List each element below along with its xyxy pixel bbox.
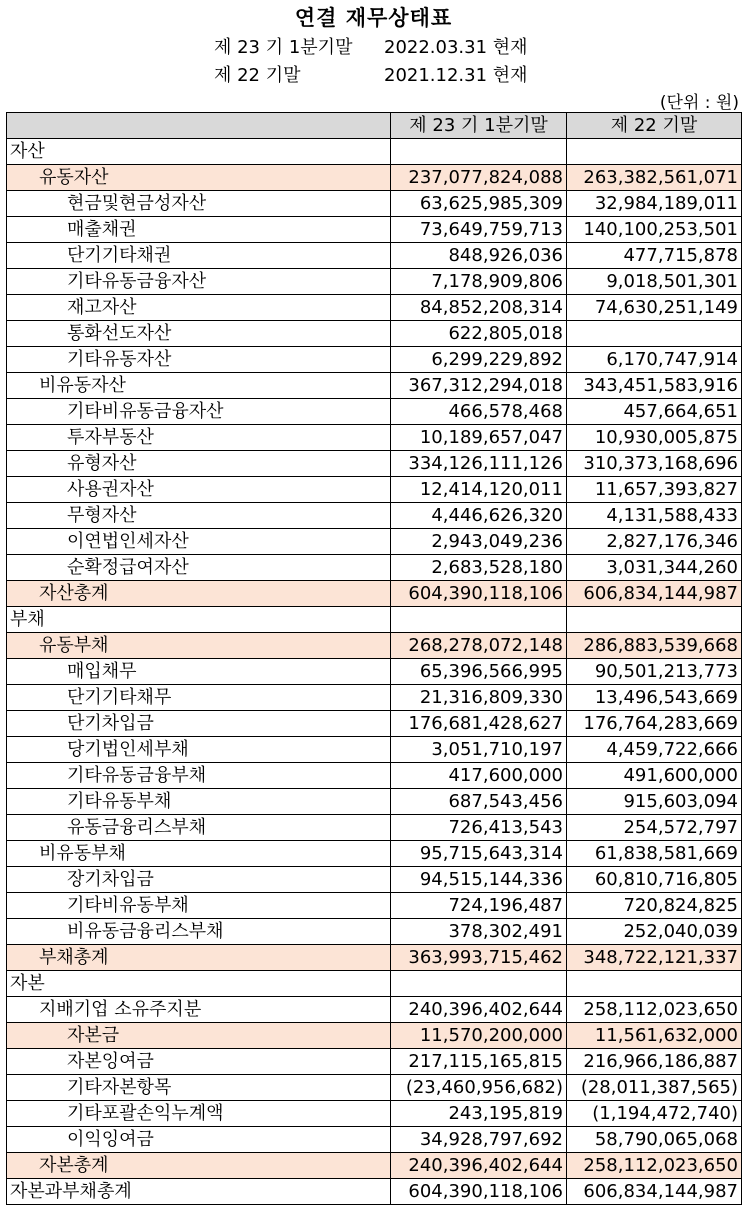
account-name-cell: 비유동금융리스부채 bbox=[7, 919, 391, 945]
table-row bbox=[7, 1075, 742, 1101]
current-period-amount-cell: 2,943,049,236 bbox=[391, 529, 567, 555]
header-current-period: 제 23 기 1분기말 bbox=[391, 113, 567, 139]
account-name-cell: 기타유동자산 bbox=[7, 347, 391, 373]
account-name-cell: 자산총계 bbox=[7, 581, 391, 607]
unit-note: (단위 : 원) bbox=[659, 93, 739, 113]
previous-period-amount-cell: 11,657,393,827 bbox=[567, 477, 742, 503]
current-period-amount-cell: 243,195,819 bbox=[391, 1101, 567, 1127]
account-name-cell: 기타유동금융자산 bbox=[7, 269, 391, 295]
current-period-amount-cell: 34,928,797,692 bbox=[391, 1127, 567, 1153]
table-row bbox=[7, 919, 742, 945]
current-period-amount-cell: 94,515,144,336 bbox=[391, 867, 567, 893]
current-period-amount-cell: 848,926,036 bbox=[391, 243, 567, 269]
current-period-amount-cell: 726,413,543 bbox=[391, 815, 567, 841]
account-name-cell: 순확정급여자산 bbox=[7, 555, 391, 581]
current-period-amount-cell: 378,302,491 bbox=[391, 919, 567, 945]
table-row bbox=[7, 1153, 742, 1179]
account-name-cell: 기타자본항목 bbox=[7, 1075, 391, 1101]
header-account bbox=[7, 113, 391, 139]
table-row bbox=[7, 581, 742, 607]
account-name-cell: 당기법인세부채 bbox=[7, 737, 391, 763]
current-period-amount-cell: 65,396,566,995 bbox=[391, 659, 567, 685]
account-name-cell: 이익잉여금 bbox=[7, 1127, 391, 1153]
account-name-cell: 비유동자산 bbox=[7, 373, 391, 399]
account-name-cell: 자본 bbox=[7, 971, 391, 997]
previous-period-amount-cell: 58,790,065,068 bbox=[567, 1127, 742, 1153]
account-name-cell: 장기차입금 bbox=[7, 867, 391, 893]
previous-period-amount-cell: 61,838,581,669 bbox=[567, 841, 742, 867]
previous-period-amount-cell bbox=[567, 607, 742, 633]
current-period-amount-cell: 84,852,208,314 bbox=[391, 295, 567, 321]
account-name-cell: 유동부채 bbox=[7, 633, 391, 659]
current-period-amount-cell: 176,681,428,627 bbox=[391, 711, 567, 737]
table-row bbox=[7, 867, 742, 893]
previous-period-amount-cell: 258,112,023,650 bbox=[567, 1153, 742, 1179]
previous-period-amount-cell: (1,194,472,740) bbox=[567, 1101, 742, 1127]
account-name-cell: 지배기업 소유주지분 bbox=[7, 997, 391, 1023]
previous-period-amount-cell: 286,883,539,668 bbox=[567, 633, 742, 659]
account-name-cell: 기타비유동부채 bbox=[7, 893, 391, 919]
current-period-amount-cell: 12,414,120,011 bbox=[391, 477, 567, 503]
table-row bbox=[7, 815, 742, 841]
account-name-cell: 재고자산 bbox=[7, 295, 391, 321]
account-name-cell: 기타비유동금융자산 bbox=[7, 399, 391, 425]
table-row bbox=[7, 711, 742, 737]
account-name-cell: 부채총계 bbox=[7, 945, 391, 971]
table-row bbox=[7, 217, 742, 243]
table-row bbox=[7, 893, 742, 919]
current-period-amount-cell bbox=[391, 607, 567, 633]
account-name-cell: 자산 bbox=[7, 139, 391, 165]
current-period-amount-cell: 7,178,909,806 bbox=[391, 269, 567, 295]
previous-period-amount-cell: 258,112,023,650 bbox=[567, 997, 742, 1023]
account-name-cell: 기타유동금융부채 bbox=[7, 763, 391, 789]
table-row bbox=[7, 1023, 742, 1049]
current-period-amount-cell: 3,051,710,197 bbox=[391, 737, 567, 763]
balance-sheet-table bbox=[6, 112, 742, 1205]
table-row bbox=[7, 243, 742, 269]
account-name-cell: 기타포괄손익누계액 bbox=[7, 1101, 391, 1127]
table-row bbox=[7, 763, 742, 789]
table-row bbox=[7, 1127, 742, 1153]
current-period-amount-cell: 11,570,200,000 bbox=[391, 1023, 567, 1049]
current-period-amount-cell: 604,390,118,106 bbox=[391, 1179, 567, 1205]
previous-period-amount-cell: 4,131,588,433 bbox=[567, 503, 742, 529]
current-period-amount-cell: 4,446,626,320 bbox=[391, 503, 567, 529]
table-row bbox=[7, 529, 742, 555]
account-name-cell: 현금및현금성자산 bbox=[7, 191, 391, 217]
table-row bbox=[7, 1049, 742, 1075]
previous-period-amount-cell: 348,722,121,337 bbox=[567, 945, 742, 971]
table-row bbox=[7, 425, 742, 451]
previous-period-amount-cell: 310,373,168,696 bbox=[567, 451, 742, 477]
table-row bbox=[7, 399, 742, 425]
current-period-amount-cell: 95,715,643,314 bbox=[391, 841, 567, 867]
table-row bbox=[7, 789, 742, 815]
account-name-cell: 무형자산 bbox=[7, 503, 391, 529]
previous-period-amount-cell: 60,810,716,805 bbox=[567, 867, 742, 893]
previous-period-amount-cell: 915,603,094 bbox=[567, 789, 742, 815]
current-period-amount-cell: 687,543,456 bbox=[391, 789, 567, 815]
previous-period-amount-cell bbox=[567, 139, 742, 165]
table-row bbox=[7, 477, 742, 503]
table-row bbox=[7, 997, 742, 1023]
account-name-cell: 기타유동부채 bbox=[7, 789, 391, 815]
previous-period-amount-cell: 74,630,251,149 bbox=[567, 295, 742, 321]
previous-period-amount-cell: 10,930,005,875 bbox=[567, 425, 742, 451]
current-period-amount-cell: 10,189,657,047 bbox=[391, 425, 567, 451]
table-row bbox=[7, 347, 742, 373]
table-row bbox=[7, 633, 742, 659]
current-period-amount-cell: 240,396,402,644 bbox=[391, 997, 567, 1023]
table-row bbox=[7, 1101, 742, 1127]
previous-period-amount-cell: 457,664,651 bbox=[567, 399, 742, 425]
current-period-date: 2022.03.31 현재 bbox=[384, 37, 528, 58]
previous-period-amount-cell: 6,170,747,914 bbox=[567, 347, 742, 373]
table-header-row bbox=[7, 113, 742, 139]
account-name-cell: 자본과부채총계 bbox=[7, 1179, 391, 1205]
previous-period-amount-cell bbox=[567, 321, 742, 347]
current-period-amount-cell: 622,805,018 bbox=[391, 321, 567, 347]
account-name-cell: 사용권자산 bbox=[7, 477, 391, 503]
account-name-cell: 유형자산 bbox=[7, 451, 391, 477]
account-name-cell: 단기차입금 bbox=[7, 711, 391, 737]
previous-period-amount-cell: 254,572,797 bbox=[567, 815, 742, 841]
current-period-amount-cell: 6,299,229,892 bbox=[391, 347, 567, 373]
account-name-cell: 매출채권 bbox=[7, 217, 391, 243]
previous-period-date: 2021.12.31 현재 bbox=[384, 65, 528, 86]
account-name-cell: 자본금 bbox=[7, 1023, 391, 1049]
current-period-amount-cell: 240,396,402,644 bbox=[391, 1153, 567, 1179]
table-row bbox=[7, 659, 742, 685]
previous-period-amount-cell: 477,715,878 bbox=[567, 243, 742, 269]
current-period-amount-cell: 21,316,809,330 bbox=[391, 685, 567, 711]
current-period-amount-cell: 237,077,824,088 bbox=[391, 165, 567, 191]
current-period-amount-cell: (23,460,956,682) bbox=[391, 1075, 567, 1101]
previous-period-amount-cell: 11,561,632,000 bbox=[567, 1023, 742, 1049]
current-period-amount-cell: 268,278,072,148 bbox=[391, 633, 567, 659]
current-period-amount-cell: 2,683,528,180 bbox=[391, 555, 567, 581]
previous-period-amount-cell: 252,040,039 bbox=[567, 919, 742, 945]
table-row bbox=[7, 841, 742, 867]
previous-period-label: 제 22 기말 bbox=[214, 65, 301, 86]
current-period-amount-cell: 363,993,715,462 bbox=[391, 945, 567, 971]
table-row bbox=[7, 269, 742, 295]
previous-period-amount-cell: 2,827,176,346 bbox=[567, 529, 742, 555]
table-row bbox=[7, 555, 742, 581]
current-period-amount-cell bbox=[391, 139, 567, 165]
account-name-cell: 매입채무 bbox=[7, 659, 391, 685]
previous-period-amount-cell: 3,031,344,260 bbox=[567, 555, 742, 581]
previous-period-amount-cell: 4,459,722,666 bbox=[567, 737, 742, 763]
previous-period-amount-cell: 216,966,186,887 bbox=[567, 1049, 742, 1075]
account-name-cell: 통화선도자산 bbox=[7, 321, 391, 347]
current-period-amount-cell: 217,115,165,815 bbox=[391, 1049, 567, 1075]
current-period-amount-cell: 73,649,759,713 bbox=[391, 217, 567, 243]
previous-period-amount-cell: 9,018,501,301 bbox=[567, 269, 742, 295]
table-row bbox=[7, 139, 742, 165]
account-name-cell: 단기기타채권 bbox=[7, 243, 391, 269]
current-period bbox=[214, 33, 528, 59]
table-row bbox=[7, 685, 742, 711]
table-row bbox=[7, 737, 742, 763]
current-period-label: 제 23 기 1분기말 bbox=[214, 37, 353, 58]
current-period-amount-cell: 417,600,000 bbox=[391, 763, 567, 789]
previous-period-amount-cell: 606,834,144,987 bbox=[567, 581, 742, 607]
account-name-cell: 유동자산 bbox=[7, 165, 391, 191]
table-row bbox=[7, 607, 742, 633]
table-row bbox=[7, 165, 742, 191]
current-period-amount-cell: 367,312,294,018 bbox=[391, 373, 567, 399]
table-row bbox=[7, 191, 742, 217]
previous-period-amount-cell: 606,834,144,987 bbox=[567, 1179, 742, 1205]
previous-period-amount-cell: 32,984,189,011 bbox=[567, 191, 742, 217]
table-body bbox=[7, 139, 742, 1205]
account-name-cell: 비유동부채 bbox=[7, 841, 391, 867]
table-row bbox=[7, 503, 742, 529]
table-row bbox=[7, 451, 742, 477]
current-period-amount-cell bbox=[391, 971, 567, 997]
account-name-cell: 이연법인세자산 bbox=[7, 529, 391, 555]
table-row bbox=[7, 1179, 742, 1205]
previous-period-amount-cell: 491,600,000 bbox=[567, 763, 742, 789]
previous-period bbox=[214, 61, 528, 87]
table-row bbox=[7, 971, 742, 997]
account-name-cell: 자본총계 bbox=[7, 1153, 391, 1179]
current-period-amount-cell: 724,196,487 bbox=[391, 893, 567, 919]
previous-period-amount-cell: 90,501,213,773 bbox=[567, 659, 742, 685]
previous-period-amount-cell: 140,100,253,501 bbox=[567, 217, 742, 243]
header-previous-period: 제 22 기말 bbox=[567, 113, 742, 139]
account-name-cell: 단기기타채무 bbox=[7, 685, 391, 711]
previous-period-amount-cell: 263,382,561,071 bbox=[567, 165, 742, 191]
account-name-cell: 자본잉여금 bbox=[7, 1049, 391, 1075]
current-period-amount-cell: 63,625,985,309 bbox=[391, 191, 567, 217]
table-row bbox=[7, 373, 742, 399]
current-period-amount-cell: 334,126,111,126 bbox=[391, 451, 567, 477]
account-name-cell: 투자부동산 bbox=[7, 425, 391, 451]
previous-period-amount-cell: 720,824,825 bbox=[567, 893, 742, 919]
previous-period-amount-cell: 343,451,583,916 bbox=[567, 373, 742, 399]
table-row bbox=[7, 295, 742, 321]
account-name-cell: 부채 bbox=[7, 607, 391, 633]
table-row bbox=[7, 945, 742, 971]
table-row bbox=[7, 321, 742, 347]
previous-period-amount-cell bbox=[567, 971, 742, 997]
page-title: 연결 재무상태표 bbox=[294, 6, 453, 30]
current-period-amount-cell: 604,390,118,106 bbox=[391, 581, 567, 607]
previous-period-amount-cell: 176,764,283,669 bbox=[567, 711, 742, 737]
previous-period-amount-cell: (28,011,387,565) bbox=[567, 1075, 742, 1101]
current-period-amount-cell: 466,578,468 bbox=[391, 399, 567, 425]
previous-period-amount-cell: 13,496,543,669 bbox=[567, 685, 742, 711]
account-name-cell: 유동금융리스부채 bbox=[7, 815, 391, 841]
